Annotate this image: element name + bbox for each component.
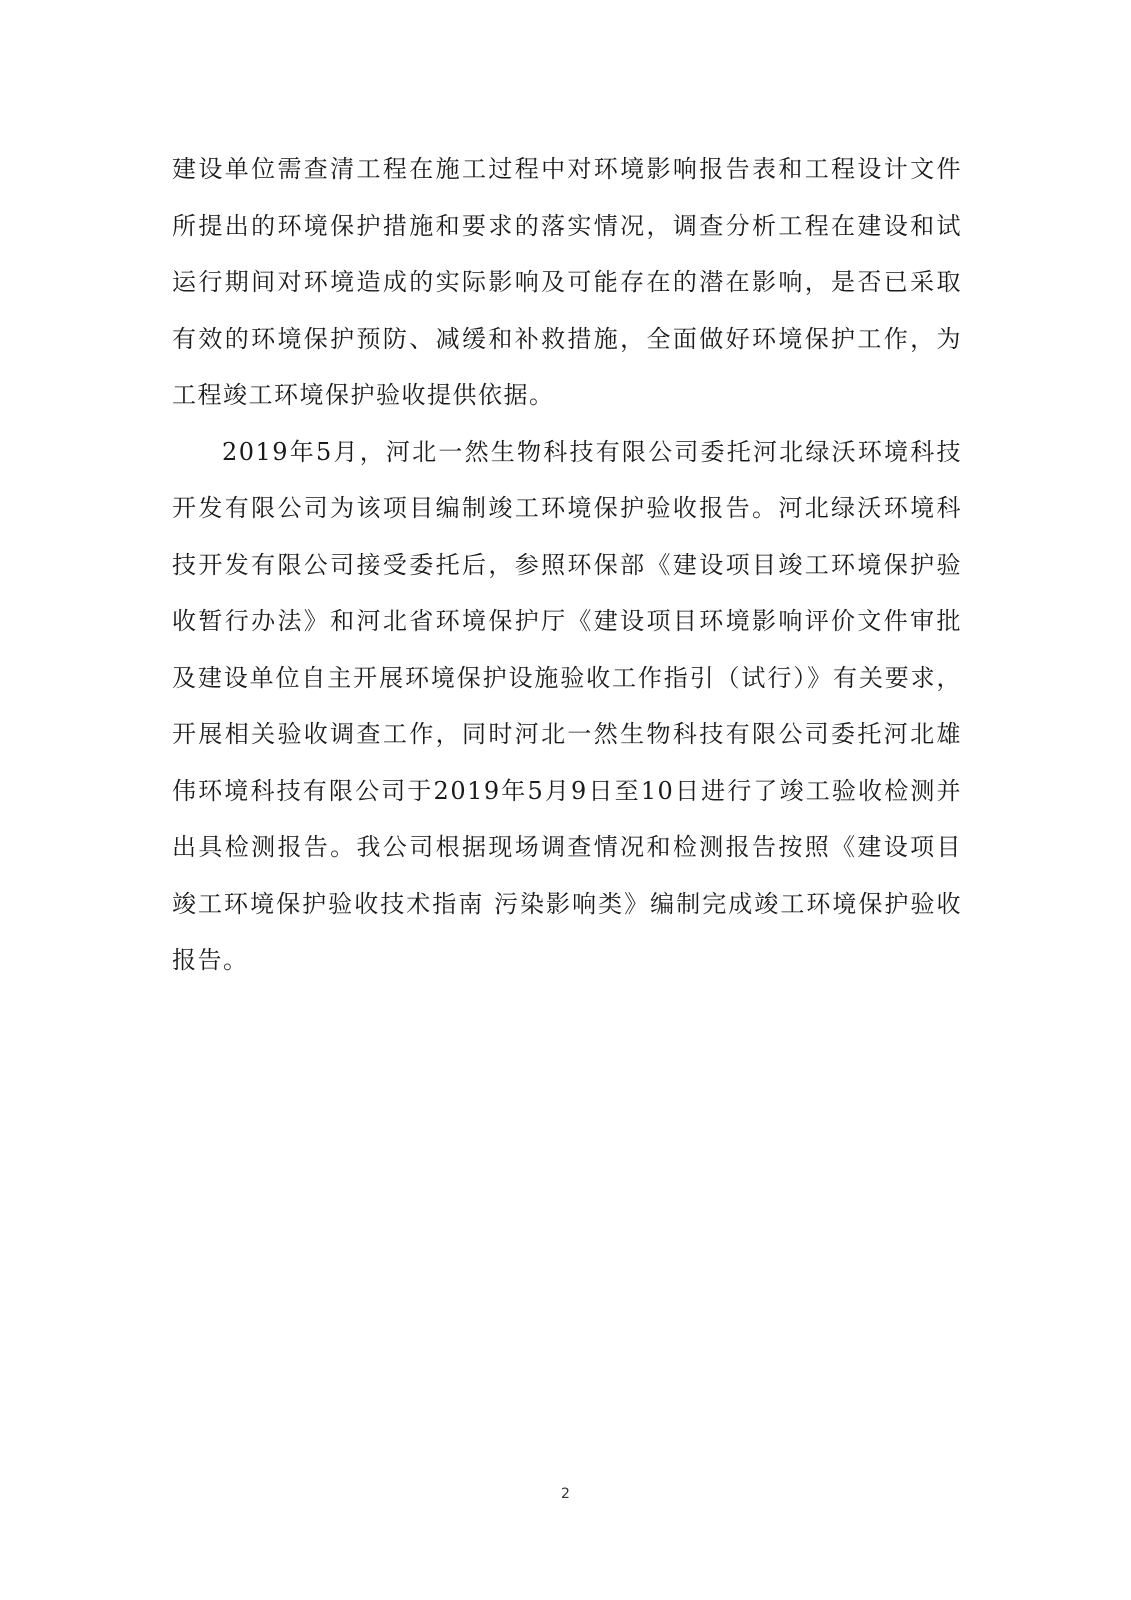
body-text bbox=[172, 141, 962, 989]
paragraph-purpose: 建设单位需查清工程在施工过程中对环境影响报告表和工程设计文件所提出的环境保护措施和要求的落实情况，调查分析工程在建设和试运行期间对环境造成的实际影响及可能存在的潜在影响，是否已采取有效的环境保护预防、减缓和补救措施，全面做好环境保护工作，为工程竣工环境保护验收提供依据。 bbox=[172, 155, 962, 409]
page-number: 2 bbox=[561, 1486, 570, 1502]
paragraph-commission: 2019年5月，河北一然生物科技有限公司委托河北绿沃环境科技开发有限公司为该项目编制竣工环境保护验收报告。河北绿沃环境科技开发有限公司接受委托后，参照环保部《建设项目竣工环境保护验收暂行办法》和河北省环境保护厅《建设项目环境影响评价文件审批及建设单位自主开展环境保护设施验收工作指引（试行）》有关要求，开展相关验收调查工作，同时河北一然生物科技有限公司委托河北雄伟环境科技有限公司于2019年5月9日至10日进行了竣工验收检测并出具检测报告。我公司根据现场调查情况和检测报告按照《建设项目竣工环境保护验收技术指南 污染影响类》编制完成竣工环境保护验收报告。 bbox=[172, 437, 962, 974]
